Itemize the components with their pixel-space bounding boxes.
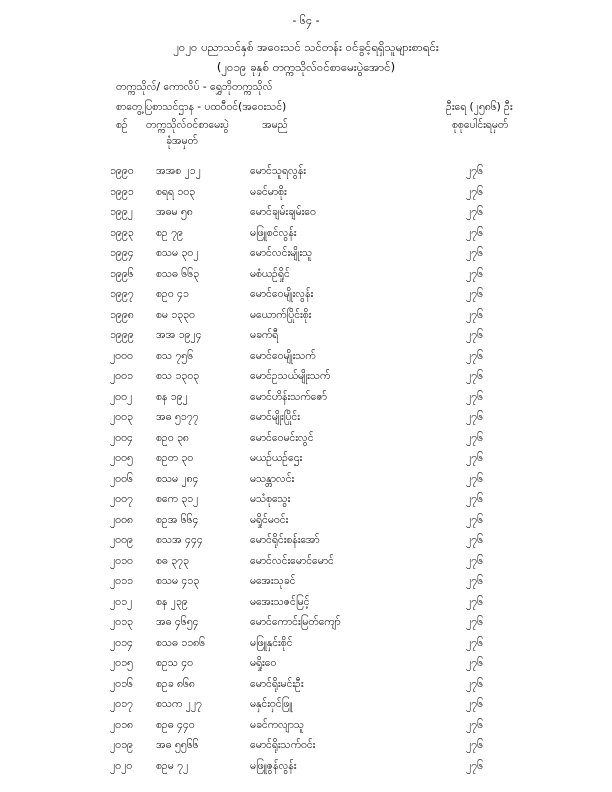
roll-number: စသ ၁၃၀၃ xyxy=(156,370,200,382)
roll-number: စသမ ၂၈၄ xyxy=(156,472,199,485)
total-score: ၂၇၆ xyxy=(466,616,483,628)
total-score: ၂၇၆ xyxy=(466,718,483,731)
roll-number: စဥအ ၆၆၄ xyxy=(156,513,199,526)
row-number: ၁၉၉၂ xyxy=(110,206,133,218)
table-row xyxy=(0,533,612,554)
roll-number: စဥဓ ၄၄၀ xyxy=(156,718,195,731)
student-name: မဖြူဇွန်လွန်း xyxy=(250,759,297,772)
roll-number: စဥဝ ၄၁ xyxy=(156,288,189,300)
student-name: မောင်ဝေမျိုးသက် xyxy=(250,349,316,362)
total-score: ၂၇၆ xyxy=(466,349,483,362)
row-number: ၂၀၁၄ xyxy=(110,636,133,649)
table-row xyxy=(0,451,612,472)
table-row xyxy=(0,308,612,329)
total-score: ၂၇၆ xyxy=(466,677,483,690)
roll-number: စန ၂၃၉ xyxy=(156,595,188,608)
student-name: မခက်ရီ xyxy=(250,329,279,341)
row-number: ၁၉၉၁ xyxy=(110,185,134,198)
student-name: မသန္တာလင်း xyxy=(250,472,295,485)
roll-number: စသက ၂၂၇ xyxy=(156,698,202,710)
total-score: ၂၇၆ xyxy=(466,657,483,669)
department-line: စာတွေ့ပြစာသင်ဌာန - ပထဝီဝင်(အဝေးသင်) xyxy=(116,101,287,113)
student-name: မောင်လင်းမျိုးသူ xyxy=(250,247,313,259)
total-score: ၂၇၆ xyxy=(466,739,483,751)
total-score: ၂၇၆ xyxy=(466,575,483,587)
row-number: ၂၀၀၇ xyxy=(110,493,133,505)
row-number: ၂၀၁၆ xyxy=(110,677,133,690)
table-row xyxy=(0,349,612,370)
table-row xyxy=(0,328,612,349)
table-row xyxy=(0,287,612,308)
row-number: ၁၉၉၈ xyxy=(110,308,134,321)
student-name: မောင်ဝေမင်းလွင် xyxy=(250,431,314,444)
table-row xyxy=(0,738,612,759)
roll-number: စဥ ၇၉ xyxy=(156,226,183,239)
table-row xyxy=(0,697,612,718)
roll-number: အဓ ၅၁၇၇ xyxy=(156,411,199,423)
row-number: ၂၀၁၂ xyxy=(110,595,133,608)
column-header-roll: တက္ကသိုလ်ဝင်စာမေးပွဲ xyxy=(146,119,229,131)
total-score: ၂၇၆ xyxy=(466,595,483,608)
row-number: ၂၀၀၁ xyxy=(110,370,133,382)
table-row xyxy=(0,492,612,513)
document-title: ၂၀၂၀ ပညာသင်နှစ် အဝေးသင် သင်တန်း ဝင်ခွင့်ရရှိသူများစာရင်း xyxy=(173,40,439,54)
student-name: မယောက်ပြိုင်းစိုး xyxy=(250,308,312,321)
document-subtitle: (၂၀၁၉ ခုနှစ် တက္ကသိုလ်ဝင်စာမေးပွဲအောင်) xyxy=(216,60,396,74)
row-number: ၂၀၁၁ xyxy=(110,575,133,587)
total-score: ၂၇၆ xyxy=(466,267,483,280)
student-name: မယဉ်ယဉ်ဌေး xyxy=(250,452,303,464)
table-row xyxy=(0,431,612,452)
roll-number: စရရ ၁၀၃ xyxy=(156,185,196,198)
student-name: မအေးသုခင် xyxy=(250,575,296,587)
student-name: မဖြူနှင်းစိုင် xyxy=(250,636,293,649)
roll-number: စဥဝ ၃၈ xyxy=(156,431,189,444)
column-header-number: စဉ် xyxy=(116,119,128,131)
total-score: ၂၇၆ xyxy=(466,226,483,239)
total-score: ၂၇၆ xyxy=(466,698,483,710)
total-score: ၂၇၆ xyxy=(466,247,483,259)
student-name: မခင်မာစိုး xyxy=(250,185,287,198)
student-name: မနှင်းဝှင်ဖြူ xyxy=(250,698,293,710)
table-row xyxy=(0,677,612,698)
roll-number: စသမ ၃၀၂ xyxy=(156,247,199,259)
student-name: မောင်ရိုင်းစန်းအော် xyxy=(250,534,320,546)
row-number: ၂၀၀၈ xyxy=(110,513,133,526)
row-number: ၂၀၀၃ xyxy=(110,411,133,423)
roll-number: စဥသ ၄၀ xyxy=(156,657,194,669)
table-row xyxy=(0,554,612,575)
roll-number: စဥခ ၈၆၈ xyxy=(156,677,195,690)
table-row xyxy=(0,246,612,267)
row-number: ၂၀၁၀ xyxy=(110,554,133,567)
row-number: ၂၀၀၅ xyxy=(110,452,133,464)
student-name: မအေးသဇင်မြင့် xyxy=(250,595,310,608)
student-name: မောင်ရိုးသက်ဝင်း xyxy=(250,739,316,751)
table-row xyxy=(0,267,612,288)
university-line: တက္ကသိုလ်/ ကောလိပ် - ရွှေဘိုတက္ကသိုလ် xyxy=(116,81,273,93)
table-row xyxy=(0,759,612,780)
table-row xyxy=(0,615,612,636)
column-header-name: အမည် xyxy=(262,119,288,131)
total-count-label: ဦးရေ (၂၅၈၆) ဦး xyxy=(446,101,513,113)
roll-number: အဓ ၄၆၅၄ xyxy=(156,616,199,628)
roll-number: အဓမ ၅၈ xyxy=(156,206,193,218)
student-name: မောင်ဥသယ်မျိုးသက် xyxy=(250,370,331,382)
row-number: ၂၀၁၈ xyxy=(110,718,133,731)
table-row xyxy=(0,472,612,493)
total-score: ၂၇၆ xyxy=(466,493,483,505)
results-table xyxy=(0,164,612,779)
table-row xyxy=(0,513,612,534)
roll-number: အအ ၁၉၂၄ xyxy=(156,329,202,341)
roll-number: စဥမ ၇၂ xyxy=(156,759,189,772)
column-header-marks: စုစုပေါင်းရမှတ် xyxy=(452,119,509,131)
roll-number: စန ၁၉၂ xyxy=(156,390,188,403)
student-name: မသံစုသွေး xyxy=(250,493,291,505)
row-number: ၂၀၂၀ xyxy=(110,759,133,772)
table-row xyxy=(0,226,612,247)
table-row xyxy=(0,636,612,657)
row-number: ၁၉၉၇ xyxy=(110,288,134,300)
table-row xyxy=(0,656,612,677)
total-score: ၂၇၆ xyxy=(466,308,483,321)
row-number: ၁၉၉၄ xyxy=(110,247,134,259)
student-name: မောင်သူရလွန်း xyxy=(250,165,306,177)
row-number: ၂၀၀၀ xyxy=(110,349,133,362)
student-name: မောင်မျိုးပြိုင်း xyxy=(250,411,300,423)
roll-number: အဓ ၅၅၆၆ xyxy=(156,739,199,751)
total-score: ၂၇၆ xyxy=(466,452,483,464)
row-number: ၁၉၉၀ xyxy=(110,165,134,177)
total-score: ၂၇၆ xyxy=(466,185,483,198)
row-number: ၁၉၉၆ xyxy=(110,267,134,280)
page-number: - ၆၄ - xyxy=(292,14,320,27)
total-score: ၂၇၆ xyxy=(466,636,483,649)
row-number: ၂၀၁၅ xyxy=(110,657,133,669)
total-score: ၂၇၆ xyxy=(466,411,483,423)
roll-number: စသအ ၄၄၄ xyxy=(156,534,203,546)
table-row xyxy=(0,164,612,185)
row-number: ၂၀၀၂ xyxy=(110,390,133,403)
roll-number: စဥတ ၃၀ xyxy=(156,452,194,464)
student-name: မောင်ချမ်းချမ်းဝေ xyxy=(250,206,316,218)
row-number: ၂၀၁၉ xyxy=(110,739,133,751)
table-row xyxy=(0,595,612,616)
table-row xyxy=(0,205,612,226)
total-score: ၂၇၆ xyxy=(466,206,483,218)
roll-number: အအစ ၂၁၂ xyxy=(156,165,201,177)
student-name: မောင်ကောင်းမြတ်ကျော် xyxy=(250,616,341,628)
total-score: ၂၇၆ xyxy=(466,759,483,772)
total-score: ၂၇၆ xyxy=(466,534,483,546)
row-number: ၁၉၉၉ xyxy=(110,329,134,341)
row-number: ၂၀၁၃ xyxy=(110,616,133,628)
total-score: ၂၇၆ xyxy=(466,288,483,300)
total-score: ၂၇၆ xyxy=(466,165,483,177)
roll-number: စကေ ၃၁၂ xyxy=(156,493,199,505)
student-name: မောင်ဝေမျိုးလွန်း xyxy=(250,288,314,300)
student-name: မရှိုင်မဝင်း xyxy=(250,513,289,526)
roll-number: စသ ၇၅၆ xyxy=(156,349,194,362)
total-score: ၂၇၆ xyxy=(466,513,483,526)
roll-number: စမ ၁၃၃၀ xyxy=(156,308,195,321)
table-row xyxy=(0,718,612,739)
student-name: မောင်ရိုးမင်းဦး xyxy=(250,677,304,690)
column-header-roll-sub: ခုံအမှတ် xyxy=(166,135,198,147)
row-number: ၂၀၀၉ xyxy=(110,534,133,546)
row-number: ၂၀၀၄ xyxy=(110,431,133,444)
student-name: မရှိုးဝေ xyxy=(250,657,277,669)
table-row xyxy=(0,185,612,206)
row-number: ၁၉၉၃ xyxy=(110,226,134,239)
student-name: မခင်ကလျာသူ xyxy=(250,718,304,731)
student-name: မဖြူစင်လွန်း xyxy=(250,226,297,239)
total-score: ၂၇၆ xyxy=(466,370,483,382)
total-score: ၂၇၆ xyxy=(466,329,483,341)
student-name: မောင်ဟိန်းသက်ဇော် xyxy=(250,390,327,403)
roll-number: စသဓ ၁၁၈၆ xyxy=(156,636,206,649)
total-score: ၂၇၆ xyxy=(466,431,483,444)
table-row xyxy=(0,410,612,431)
roll-number: စသမ ၄၁၃ xyxy=(156,575,200,587)
roll-number: စသဓ ၆၆၃ xyxy=(156,267,200,280)
table-row xyxy=(0,574,612,595)
table-row xyxy=(0,390,612,411)
total-score: ၂၇၆ xyxy=(466,554,483,567)
student-name: မောင်လင်းမောင်မောင် xyxy=(250,554,334,567)
roll-number: စဓ ၃၇၃ xyxy=(156,554,189,567)
student-name: မစံယဉ်ရှိုင် xyxy=(250,267,290,280)
row-number: ၂၀၁၇ xyxy=(110,698,133,710)
table-row xyxy=(0,369,612,390)
row-number: ၂၀၀၆ xyxy=(110,472,133,485)
total-score: ၂၇၆ xyxy=(466,390,483,403)
total-score: ၂၇၆ xyxy=(466,472,483,485)
